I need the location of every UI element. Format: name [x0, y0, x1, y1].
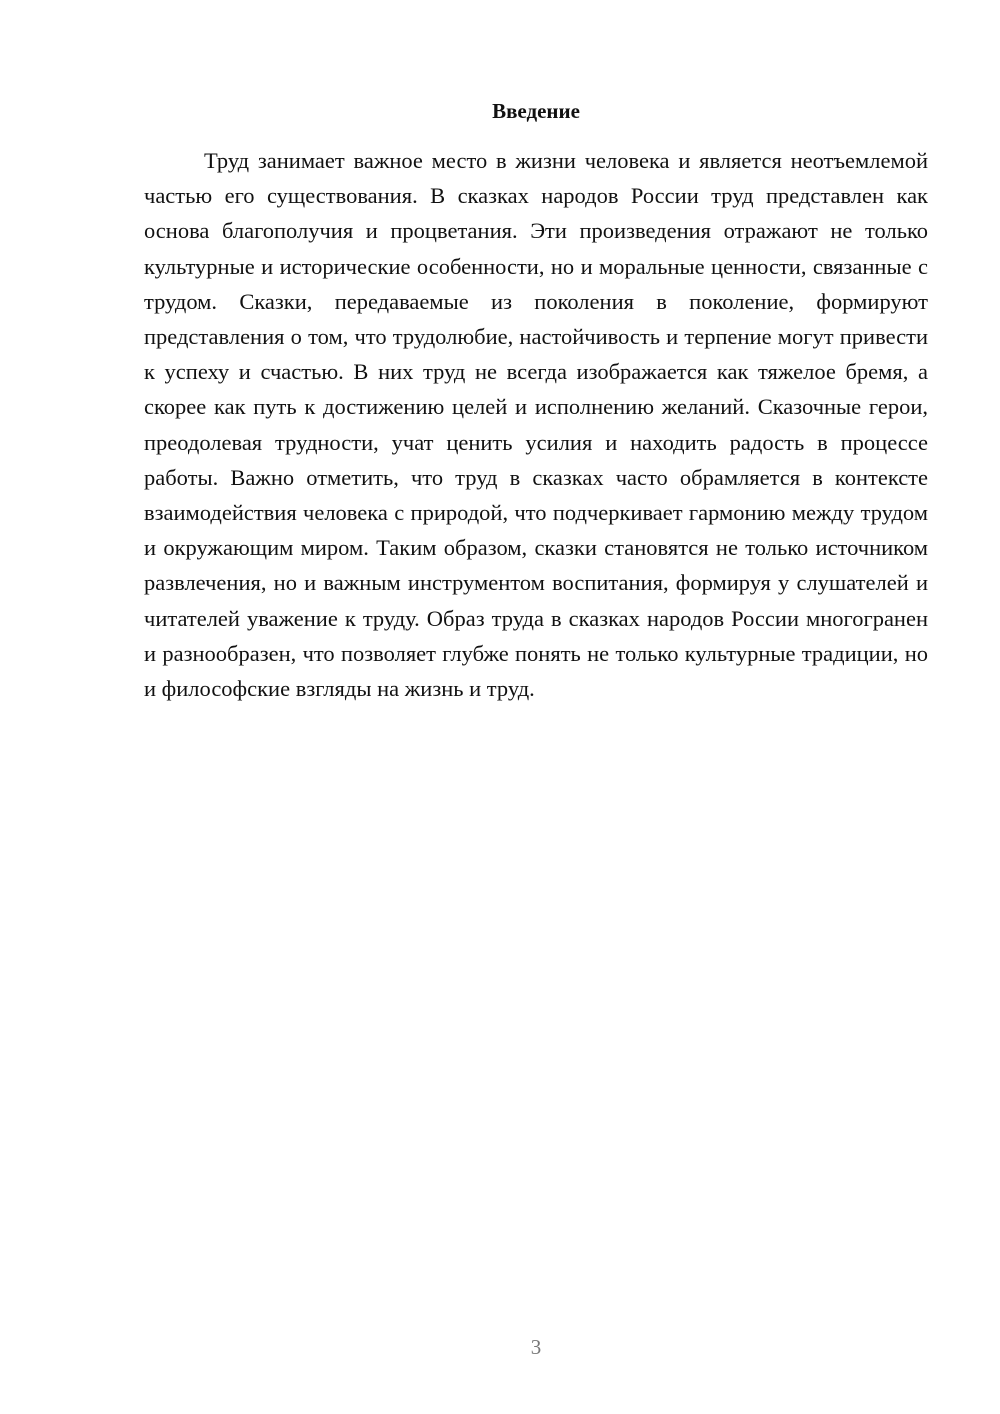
page-number: 3 [530, 1335, 542, 1359]
section-heading: Введение [492, 99, 580, 123]
body-paragraph: Труд занимает важное место в жизни человека и является неотъемлемой частью его существования. В сказках народов России труд представлен как основа благополучия и процветания. Эти произведения отражают не только культурные и исторические особенности, но и моральные ценности, связанные с трудом. Сказки, передаваемые из поколения в поколение, формируют представления о том, что трудолюбие, настойчивость и терпение могут привести к успеху и счастью. В них труд не всегда изображается как тяжелое бремя, а скорее как путь к достижению целей и исполнению желаний. Сказочные герои, преодолевая трудности, учат ценить усилия и находить радость в процессе работы. Важно отметить, что труд в сказках часто обрамляется в контексте взаимодействия человека с природой, что подчеркивает гармонию между трудом и окружающим миром. Таким образом, сказки становятся не только источником развлечения, но и важным инструментом воспитания, формируя у слушателей и читателей уважение к труду. Образ труда в сказках народов России многогранен и разнообразен, что позволяет глубже понять не только культурные традиции, но и философские взгляды на жизнь и труд. [144, 148, 928, 702]
